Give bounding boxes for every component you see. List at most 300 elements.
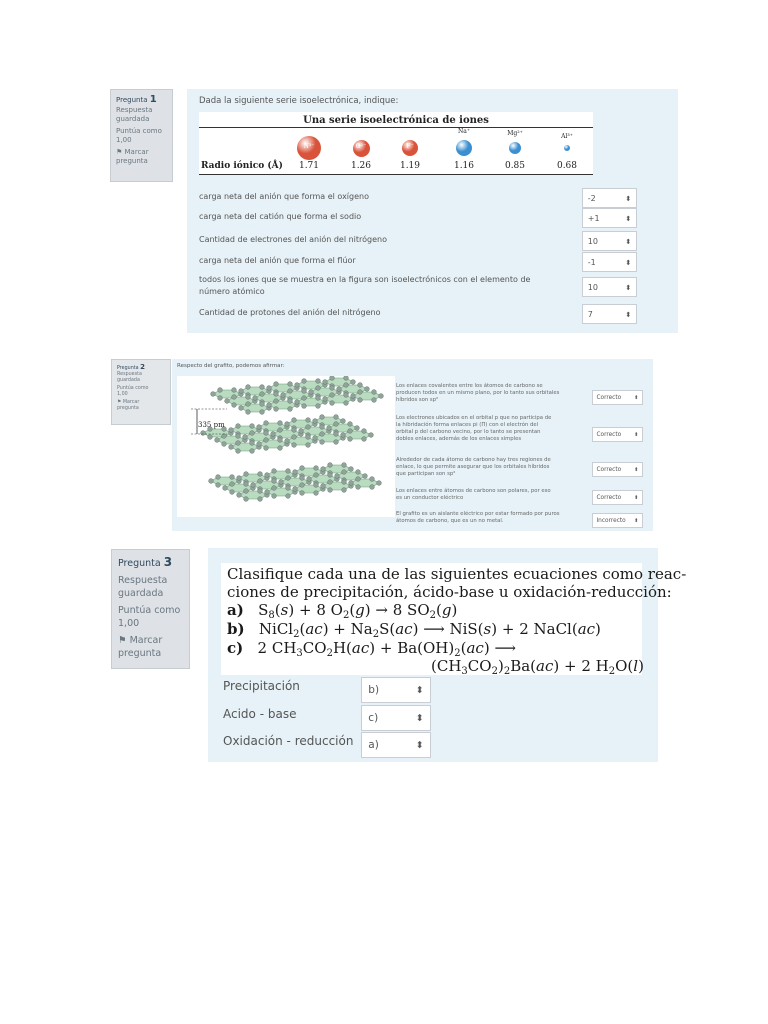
answer-select[interactable] <box>582 304 637 324</box>
carbon-atom <box>351 394 356 399</box>
carbon-atom <box>341 433 346 438</box>
carbon-atom <box>278 438 283 443</box>
equation-label: b) <box>227 620 245 638</box>
answer-select[interactable] <box>592 462 643 477</box>
carbon-atom <box>295 400 300 405</box>
answer-select[interactable] <box>592 490 643 505</box>
carbon-atom <box>201 431 206 436</box>
flag-label: Marcar pregunta <box>116 148 149 165</box>
carbon-atom <box>271 432 276 437</box>
ion-radius-value: 1.16 <box>453 161 475 171</box>
statement-line: es un conductor eléctrico <box>396 495 464 501</box>
carbon-atom <box>237 493 242 498</box>
answer-select[interactable] <box>582 252 637 272</box>
carbon-atom <box>274 392 279 397</box>
question-prompt: Respecto del grafito, podemos afirmar: <box>177 363 285 369</box>
ion-label: Al³⁺ <box>561 133 573 140</box>
carbon-atom <box>216 483 221 488</box>
carbon-atom <box>321 484 326 489</box>
carbon-atom <box>320 425 325 430</box>
carbon-atom <box>356 477 361 482</box>
carbon-atom <box>379 394 384 399</box>
carbon-atom <box>285 439 290 444</box>
carbon-atom <box>314 473 319 478</box>
selected-value: Incorrecto <box>596 517 626 524</box>
carbon-atom <box>370 485 375 490</box>
answer-select[interactable] <box>592 513 643 528</box>
carbon-atom <box>372 390 377 395</box>
carbon-atom <box>267 403 272 408</box>
selected-value: -2 <box>587 193 596 203</box>
question-prompt: Dada la siguiente serie isoelectrónica, indique: <box>199 96 399 106</box>
chevron-updown-icon: ⬍ <box>634 394 639 401</box>
carbon-atom <box>274 382 279 387</box>
selected-value: a) <box>368 739 379 751</box>
carbon-atom <box>321 467 326 472</box>
ion-label: Mg²⁺ <box>507 130 523 137</box>
carbon-atom <box>302 404 307 409</box>
equation-label: a) <box>227 601 244 619</box>
carbon-atom <box>232 403 237 408</box>
selected-value: c) <box>368 712 379 724</box>
carbon-atom <box>356 470 361 475</box>
ion-label: O²⁻ <box>355 143 367 150</box>
carbon-atom <box>372 398 377 403</box>
carbon-atom <box>288 407 293 412</box>
carbon-atom <box>216 475 221 480</box>
carbon-atom <box>302 379 307 384</box>
carbon-atom <box>369 433 374 438</box>
statement-line: la hibridación forma enlaces pi (Π) con el electrón del <box>396 422 539 428</box>
carbon-atom <box>307 477 312 482</box>
carbon-atom <box>244 497 249 502</box>
selected-value: b) <box>368 684 380 696</box>
carbon-atom <box>243 435 248 440</box>
carbon-atom <box>314 483 319 488</box>
carbon-atom <box>223 486 228 491</box>
equation-c-products: $(CH_3CO_2)_2Ba(ac) + 2$ $H_2O(l)$ <box>431 657 644 677</box>
question-points: Puntúa como 1,00 <box>116 127 162 144</box>
carbon-atom <box>314 491 319 496</box>
graphite-structure-figure <box>177 376 395 517</box>
carbon-atom <box>358 390 363 395</box>
statement-line: que participan son sp² <box>396 471 456 477</box>
carbon-atom <box>244 489 249 494</box>
carbon-atom <box>285 422 290 427</box>
chevron-updown-icon: ⬍ <box>634 517 639 524</box>
question-word: Pregunta <box>118 558 161 569</box>
chevron-updown-icon: ⬍ <box>625 213 632 223</box>
carbon-atom <box>218 396 223 401</box>
selected-value: Correcto <box>596 494 622 501</box>
carbon-atom <box>218 388 223 393</box>
chevron-updown-icon: ⬍ <box>634 494 639 501</box>
interlayer-distance-label: 335 pm <box>198 421 225 429</box>
carbon-atom <box>250 431 255 436</box>
carbon-atom <box>363 474 368 479</box>
selected-value: 10 <box>587 236 598 246</box>
equation-a: a) $S_8(s) + 8$ $O_2(g) \to 8$ $SO_2(g)$ <box>227 601 458 621</box>
statement-line: enlace, lo que permite asegurar que los orbitales híbridos <box>396 464 550 470</box>
figure-title: Una serie isoelectrónica de iones <box>303 115 489 126</box>
ion-sphere <box>456 140 472 156</box>
flag-icon: ⚑ <box>117 400 122 405</box>
carbon-atom <box>344 383 349 388</box>
statement-line: producen todos en un mismo plano, por lo tanto sus orbitales <box>396 390 560 396</box>
carbon-atom <box>355 426 360 431</box>
carbon-atom <box>246 395 251 400</box>
carbon-atom <box>246 410 251 415</box>
ion-radius-value: 1.19 <box>399 161 421 171</box>
carbon-atom <box>342 480 347 485</box>
chevron-updown-icon: ⬍ <box>415 684 424 696</box>
question-item-label: Cantidad de electrones del anión del nitrógeno <box>199 235 388 244</box>
statement-text <box>396 488 588 502</box>
statement-text <box>396 511 588 525</box>
carbon-atom <box>293 487 298 492</box>
chevron-updown-icon: ⬍ <box>625 236 632 246</box>
answer-select[interactable] <box>592 427 643 442</box>
carbon-atom <box>250 441 255 446</box>
carbon-atom <box>330 401 335 406</box>
carbon-atom <box>279 480 284 485</box>
carbon-atom <box>302 389 307 394</box>
question-2-info <box>111 359 171 425</box>
statement-text <box>396 383 588 404</box>
carbon-atom <box>257 425 262 430</box>
carbon-atom <box>292 443 297 448</box>
statement-line: Los enlaces covalentes entre los átomos de carbono se <box>396 383 543 389</box>
chevron-updown-icon: ⬍ <box>625 257 632 267</box>
ion-label: N³⁻ <box>303 143 315 150</box>
carbon-atom <box>258 497 263 502</box>
carbon-atom <box>215 438 220 443</box>
statement-line: Los electrones ubicados en el orbital p que no participa de <box>396 415 552 421</box>
statement-line: El grafito es un aislante eléctrico por estar formado por puros <box>396 511 560 517</box>
carbon-atom <box>260 410 265 415</box>
carbon-atom <box>292 418 297 423</box>
carbon-atom <box>316 386 321 391</box>
carbon-atom <box>246 402 251 407</box>
carbon-atom <box>358 383 363 388</box>
flag-question-link[interactable] <box>117 400 152 412</box>
table-rule <box>199 127 593 128</box>
carbon-atom <box>316 396 321 401</box>
flag-label: Marcar pregunta <box>118 635 163 659</box>
carbon-atom <box>237 476 242 481</box>
carbon-atom <box>272 494 277 499</box>
carbon-atom <box>272 486 277 491</box>
carbon-atom <box>356 485 361 490</box>
carbon-atom <box>272 479 277 484</box>
carbon-atom <box>323 397 328 402</box>
carbon-atom <box>349 467 354 472</box>
answer-select[interactable] <box>592 390 643 405</box>
carbon-atom <box>300 483 305 488</box>
carbon-atom <box>274 399 279 404</box>
carbon-atom <box>330 376 335 380</box>
ion-radius-value: 1.26 <box>350 161 372 171</box>
question-word: Pregunta <box>117 366 139 371</box>
carbon-atom <box>309 390 314 395</box>
answer-select[interactable] <box>582 231 637 251</box>
flag-label: Marcar pregunta <box>117 400 140 411</box>
selected-value: Correcto <box>596 466 622 473</box>
carbon-atom <box>292 435 297 440</box>
carbon-atom <box>300 491 305 496</box>
answer-select[interactable] <box>582 208 637 228</box>
carbon-atom <box>342 470 347 475</box>
carbon-atom <box>370 477 375 482</box>
chevron-updown-icon: ⬍ <box>634 431 639 438</box>
carbon-atom <box>313 436 318 441</box>
carbon-atom <box>278 446 283 451</box>
carbon-atom <box>251 483 256 488</box>
carbon-atom <box>295 383 300 388</box>
carbon-atom <box>246 385 251 390</box>
flag-question-link[interactable] <box>116 148 166 166</box>
question-number-value: 2 <box>140 363 145 371</box>
answer-select[interactable] <box>582 277 637 297</box>
carbon-atom <box>260 402 265 407</box>
carbon-atom <box>264 421 269 426</box>
flag-icon: ⚑ <box>118 635 127 646</box>
carbon-atom <box>286 486 291 491</box>
carbon-atom <box>358 398 363 403</box>
carbon-atom <box>328 488 333 493</box>
carbon-atom <box>362 437 367 442</box>
carbon-atom <box>320 432 325 437</box>
carbon-atom <box>260 392 265 397</box>
carbon-atom <box>306 443 311 448</box>
question-status: Respuesta guardada <box>118 575 168 599</box>
selected-value: Correcto <box>596 394 622 401</box>
carbon-atom <box>342 463 347 468</box>
carbon-atom <box>236 434 241 439</box>
carbon-atom <box>244 482 249 487</box>
chevron-updown-icon: ⬍ <box>625 193 632 203</box>
chevron-updown-icon: ⬍ <box>415 712 424 724</box>
question-item-label: carga neta del anión que forma el flúor <box>199 256 356 265</box>
selected-value: Correcto <box>596 431 622 438</box>
carbon-atom <box>230 490 235 495</box>
carbon-atom <box>349 481 354 486</box>
classification-label: Acido - base <box>223 707 297 721</box>
selected-value: +1 <box>587 213 600 223</box>
carbon-atom <box>244 472 249 477</box>
carbon-atom <box>229 445 234 450</box>
carbon-atom <box>288 399 293 404</box>
prompt-line-1: Clasifique cada una de las siguientes ecuaciones como reac- <box>227 565 687 583</box>
question-word: Pregunta <box>116 96 148 104</box>
carbon-atom <box>250 424 255 429</box>
carbon-atom <box>306 418 311 423</box>
equation-c: c) 2 $CH_3CO_2H(ac) + Ba(OH)_2(ac)$ ⟶ <box>227 639 516 659</box>
chevron-updown-icon: ⬍ <box>415 739 424 751</box>
chevron-updown-icon: ⬍ <box>625 309 632 319</box>
carbon-atom <box>365 387 370 392</box>
carbon-atom <box>232 395 237 400</box>
carbon-atom <box>351 380 356 385</box>
carbon-atom <box>236 449 241 454</box>
carbon-atom <box>232 388 237 393</box>
carbon-atom <box>264 431 269 436</box>
carbon-atom <box>300 476 305 481</box>
prompt-line-2: ciones de precipitación, ácido-base u oxidación-reducción: <box>227 583 672 601</box>
carbon-atom <box>330 393 335 398</box>
ion-radius-value: 1.71 <box>298 161 320 171</box>
carbon-atom <box>334 432 339 437</box>
carbon-atom <box>281 393 286 398</box>
carbon-atom <box>328 480 333 485</box>
carbon-atom <box>323 380 328 385</box>
selected-value: 7 <box>587 309 593 319</box>
carbon-atom <box>229 428 234 433</box>
statement-line: Alrededor de cada átomo de carbono hay tres regiones de <box>396 457 551 463</box>
carbon-atom <box>253 396 258 401</box>
carbon-atom <box>239 406 244 411</box>
carbon-atom <box>327 426 332 431</box>
carbon-atom <box>342 488 347 493</box>
carbon-atom <box>334 415 339 420</box>
carbon-atom <box>344 393 349 398</box>
question-3-info <box>111 549 190 669</box>
carbon-atom <box>302 396 307 401</box>
statement-line: dobles enlaces, además de los enlaces simples <box>396 436 522 442</box>
carbon-atom <box>264 438 269 443</box>
carbon-atom <box>362 429 367 434</box>
statement-line: Los enlaces entre átomos de carbono son polares, por eso <box>396 488 551 494</box>
carbon-atom <box>258 472 263 477</box>
chevron-updown-icon: ⬍ <box>625 282 632 292</box>
carbon-atom <box>286 476 291 481</box>
carbon-atom <box>257 442 262 447</box>
equation-b: b) NiCl$_2$(ac) + $Na_2S(ac)$ ⟶ NiS(s) + 2 NaCl(ac) <box>227 620 601 640</box>
carbon-atom <box>348 422 353 427</box>
question-number-value: 1 <box>149 94 157 105</box>
carbon-atom <box>225 399 230 404</box>
carbon-atom <box>344 401 349 406</box>
carbon-atom <box>306 435 311 440</box>
answer-select[interactable] <box>582 188 637 208</box>
statement-text <box>396 415 588 443</box>
statement-line: híbridos son sp² <box>396 397 439 403</box>
question-points: Puntúa como 1,00 <box>118 605 181 629</box>
ion-radius-value: 0.85 <box>504 161 526 171</box>
classification-label: Oxidación - reducción <box>223 734 354 748</box>
question-item-label: número atómico <box>199 287 265 296</box>
carbon-atom <box>236 424 241 429</box>
answer-select[interactable] <box>361 705 431 731</box>
carbon-atom <box>320 415 325 420</box>
carbon-atom <box>348 429 353 434</box>
carbon-atom <box>286 494 291 499</box>
flag-question-link[interactable] <box>118 634 178 660</box>
carbon-atom <box>211 392 216 397</box>
carbon-atom <box>293 470 298 475</box>
carbon-atom <box>230 482 235 487</box>
carbon-atom <box>328 463 333 468</box>
statement-text <box>396 457 588 478</box>
carbon-atom <box>330 386 335 391</box>
question-status: Respuesta guardada <box>117 372 142 383</box>
question-item-label: todos los iones que se muestra en la figura son isoelectrónicos con el elemento de <box>199 275 531 284</box>
carbon-atom <box>286 469 291 474</box>
flag-icon: ⚑ <box>116 148 123 156</box>
classification-label: Precipitación <box>223 679 300 693</box>
carbon-atom <box>320 440 325 445</box>
question-status: Respuesta guardada <box>116 106 153 123</box>
carbon-atom <box>222 442 227 447</box>
statement-line: orbital p del carbono vecino, por lo tanto se presentan <box>396 429 541 435</box>
question-item-label: carga neta del anión que forma el oxígeno <box>199 192 369 201</box>
selected-value: -1 <box>587 257 596 267</box>
carbon-atom <box>288 382 293 387</box>
carbon-atom <box>377 481 382 486</box>
carbon-atom <box>337 387 342 392</box>
ion-label: Na⁺ <box>458 128 470 135</box>
carbon-atom <box>274 407 279 412</box>
carbon-atom <box>250 449 255 454</box>
answer-select[interactable] <box>361 677 431 703</box>
carbon-atom <box>334 440 339 445</box>
ion-sphere <box>509 142 521 154</box>
question-number-value: 3 <box>163 555 173 569</box>
carbon-atom <box>334 422 339 427</box>
ion-series-figure <box>199 112 593 175</box>
carbon-atom <box>265 490 270 495</box>
carbon-atom <box>348 437 353 442</box>
carbon-atom <box>222 434 227 439</box>
carbon-atom <box>258 479 263 484</box>
question-points: Puntúa como 1,00 <box>117 386 149 397</box>
carbon-atom <box>278 428 283 433</box>
question-item-label: Cantidad de protones del anión del nitrógeno <box>199 308 381 317</box>
carbon-atom <box>265 473 270 478</box>
carbon-atom <box>258 489 263 494</box>
carbon-atom <box>300 466 305 471</box>
carbon-atom <box>272 469 277 474</box>
carbon-atom <box>335 474 340 479</box>
chevron-updown-icon: ⬍ <box>634 466 639 473</box>
carbon-atom <box>267 386 272 391</box>
table-rule <box>199 174 593 175</box>
question-item-label: carga neta del catión que forma el sodio <box>199 212 362 221</box>
carbon-atom <box>208 435 213 440</box>
carbon-atom <box>264 446 269 451</box>
equation-label: c) <box>227 639 244 657</box>
ion-radius-value: 0.68 <box>556 161 578 171</box>
radius-row-label: Radio iónico (Å) <box>201 161 283 171</box>
selected-value: 10 <box>587 282 598 292</box>
carbon-atom <box>209 479 214 484</box>
question-1-info <box>110 89 173 182</box>
carbon-atom <box>288 389 293 394</box>
equations-figure <box>221 563 687 677</box>
carbon-atom <box>306 425 311 430</box>
statement-line: átomos de carbono, que es un no metal. <box>396 518 504 524</box>
carbon-atom <box>328 473 333 478</box>
carbon-atom <box>314 466 319 471</box>
carbon-atom <box>278 421 283 426</box>
carbon-atom <box>313 419 318 424</box>
carbon-atom <box>230 475 235 480</box>
carbon-atom <box>236 441 241 446</box>
carbon-atom <box>239 389 244 394</box>
answer-select[interactable] <box>361 732 431 758</box>
ion-sphere <box>564 145 570 151</box>
carbon-atom <box>341 419 346 424</box>
